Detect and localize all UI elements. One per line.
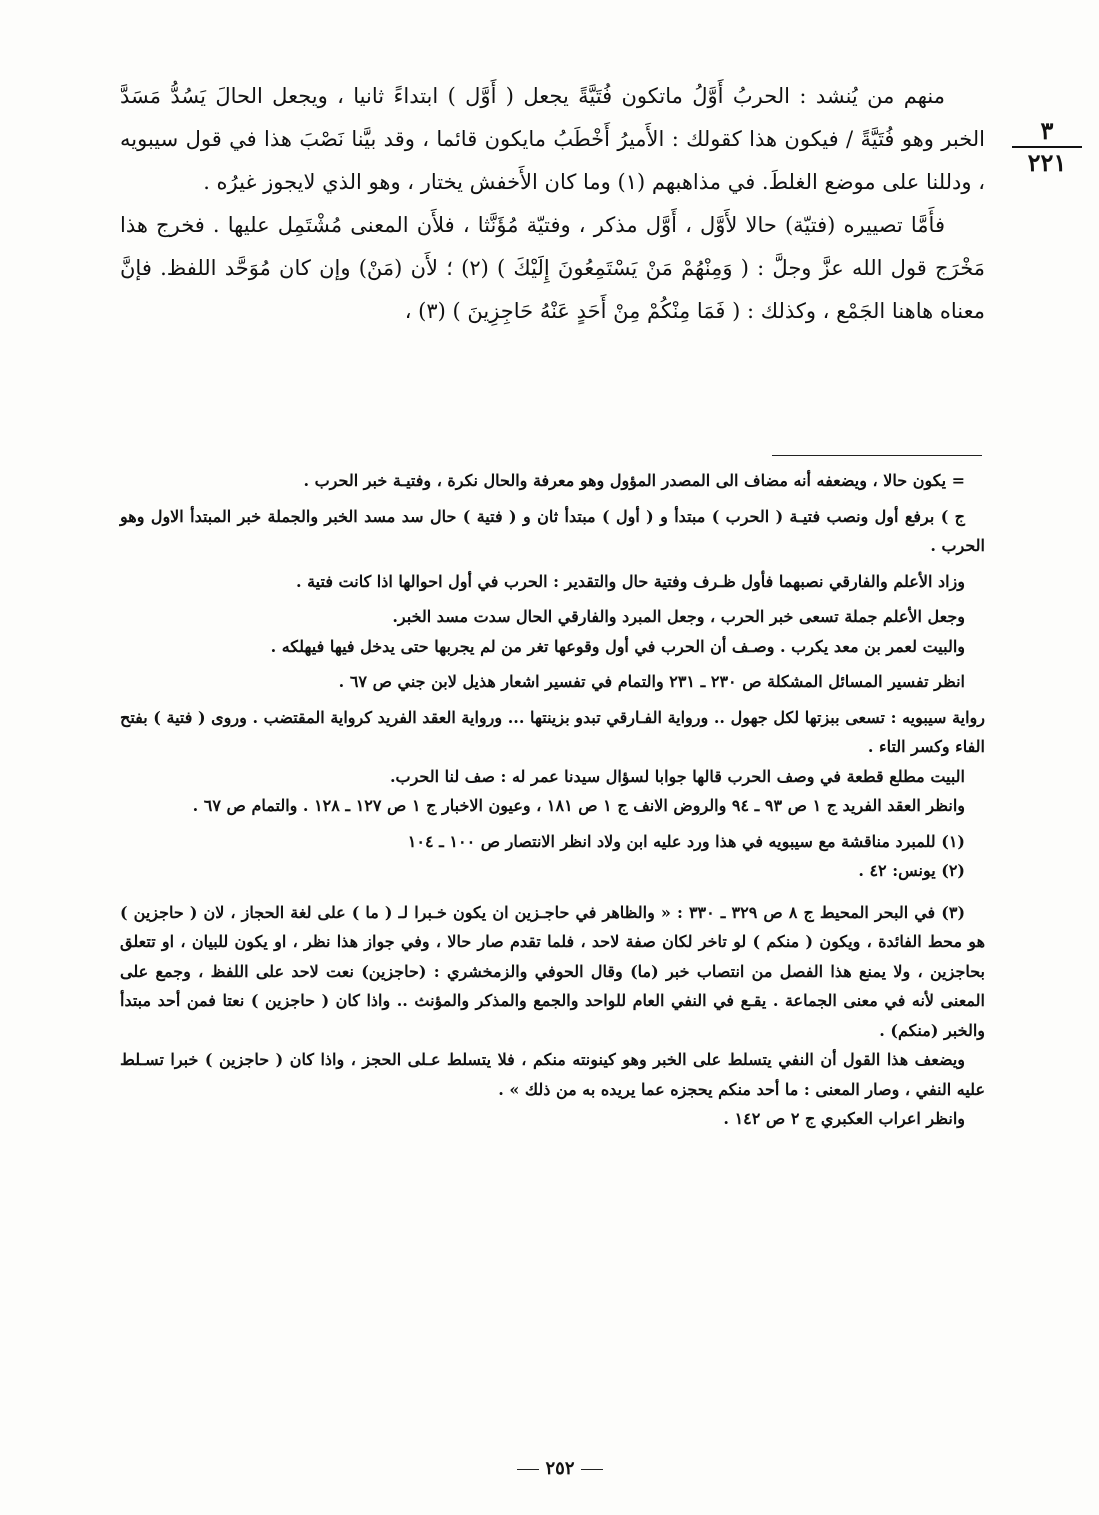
- footnote-line: ويضعف هذا القول أن النفي يتسلط على الخبر وهو كينونته منكم ، فلا يتسلط عـلى الحجز ، واذا كان ( حاجزين ) خبرا تسـلط عليه النفي ، وصار المعنى : ما أحد منكم يحجزه عما يريده به من ذلك » .: [120, 1050, 985, 1099]
- page-number-dash: [517, 1469, 539, 1470]
- footnote-line: وزاد الأعلم والفارقي نصبهما فأول ظـرف وفتية حال والتقدير : الحرب في أول احوالها اذا كانت فتية .: [295, 571, 965, 591]
- main-paragraph: فأَمَّا تصييره (فتيّة) حالا لأَوَّل ، أَوَّل مذكر ، وفتيّة مُؤَنَّثا ، فلأَن المعنى مُشْتَمِل عليها . فخرج هذا مَخْرَج قول الله عزَّ وجلَّ : ( وَمِنْهُمْ مَنْ يَسْتَمِعُونَ إِلَيْكَ ) (٢) ؛ لأَن (مَنْ) وإن كان مُوَحَّد اللفظ. فإنَّ معناه هاهنا الجَمْع ، وكذلك : ( فَمَا مِنْكُمْ مِنْ أَحَدٍ عَنْهُ حَاجِزِينَ ) (٣) ،: [120, 213, 986, 323]
- footnote-line: وانظر اعراب العكبري ج ٢ ص ١٤٢ .: [723, 1109, 965, 1128]
- footnote-1: (١) للمبرد مناقشة مع سيبويه في هذا ورد عليه ابن ولاد انظر الانتصار ص ١٠٠ ـ ١٠٤: [407, 831, 965, 851]
- margin-reference: [1012, 118, 1082, 176]
- footnote-divider: [772, 455, 982, 456]
- footnote-3: (٣) في البحر المحيط ج ٨ ص ٣٢٩ ـ ٣٣٠ : « والظاهر في حاجـزين ان يكون خـبرا لـ ( ما ) على لغة الحجاز ، لان ( حاجزين ) هو محط الفائدة ، ويكون ( منكم ) لو تاخر لكان صفة لاحد ، فلما تقدم صار حالا ، وفي جواز هذا نظر ، او يكون للبيان ، او تتعلق بحاجزين ، ولا يمنع هذا الفصل من انتصاب خبر (ما) وقال الحوفي والزمخشري : (حاجزين) نعت لاحد على اللفظ ، وجمع على المعنى لأنه في معنى الجماعة . يقـع في النفي العام للواحد والجمع والمذكر والمؤنث .. واذا كان ( حاجزين ) نعتا فمن أحد مبتدأ والخبر (منكم) .: [120, 902, 986, 1040]
- footnote-line: البيت مطلع قطعة في وصف الحرب قالها جوابا لسؤال سيدنا عمر له : صف لنا الحرب.: [389, 766, 965, 786]
- footnote-line: انظر تفسير المسائل المشكلة ص ٢٣٠ ـ ٢٣١ والتمام في تفسير اشعار هذيل لابن جني ص ٦٧ .: [338, 672, 965, 691]
- footnote-line: وجعل الأعلم جملة تسعى خبر الحرب ، وجعل المبرد والفارقي الحال سدت مسد الخبر.: [392, 607, 965, 626]
- footnote-2: (٢) يونس: ٤٢ .: [858, 861, 965, 880]
- main-paragraph: منهم من يُنشد : الحربُ أَوَّلُ ماتكون فُتَيَّةً يجعل ( أَوَّل ) ابتداءً ثانيا ، ويجعل الحالَ يَسُدُّ مَسَدَّ الخبر وهو فُتَيَّةً / فيكون هذا كقولك : الأَميرُ أَخْطَبُ مايكون قائما ، وقد بيَّنا نَصْبَ هذا في قول سيبويه ، ودللنا على موضع الغلطَ. في مذاهبهم (١) وما كان الأَخفش يختار ، وهو الذي لايجوز غيرُه .: [120, 84, 985, 194]
- margin-reference-volume: ٣: [1012, 118, 1082, 148]
- page-number: [500, 1458, 620, 1479]
- page-number-value: ٢٥٢: [545, 1458, 575, 1479]
- footnote-line: والبيت لعمر بن معد يكرب . وصـف أن الحرب في أول وقوعها تغر من لم يجربها حتى يدخل فيها فيهلكه .: [270, 636, 965, 656]
- footnote-line: = يكون حالا ، ويضعفه أنه مضاف الى المصدر المؤول وهو معرفة والحال نكرة ، وفتيـة خبر الحرب .: [303, 471, 965, 490]
- margin-reference-page: ٢٢١: [1027, 148, 1067, 177]
- main-text: [120, 75, 985, 333]
- footnote-line: رواية سيبويه : تسعى ببزتها لكل جهول .. ورواية الفـارقي تبدو بزينتها ... ورواية العقد الفريد كرواية المقتضب . وروى ( فتية ) بفتح الفاء وكسر التاء .: [120, 707, 985, 756]
- footnotes: [120, 466, 985, 1134]
- page-number-dash: [581, 1469, 603, 1470]
- footnote-line: وانظر العقد الفريد ج ١ ص ٩٣ ـ ٩٤ والروض الانف ج ١ ص ١٨١ ، وعيون الاخبار ج ١ ص ١٢٧ ـ ١٢٨ . والتمام ص ٦٧ .: [192, 796, 965, 815]
- footnote-line: ج ) برفع أول ونصب فتيـة ( الحرب ) مبتدأ و ( أول ) مبتدأ ثان و ( فتية ) حال سد مسد الخبر والجملة خبر المبتدأ الاول وهو الحرب .: [120, 506, 985, 555]
